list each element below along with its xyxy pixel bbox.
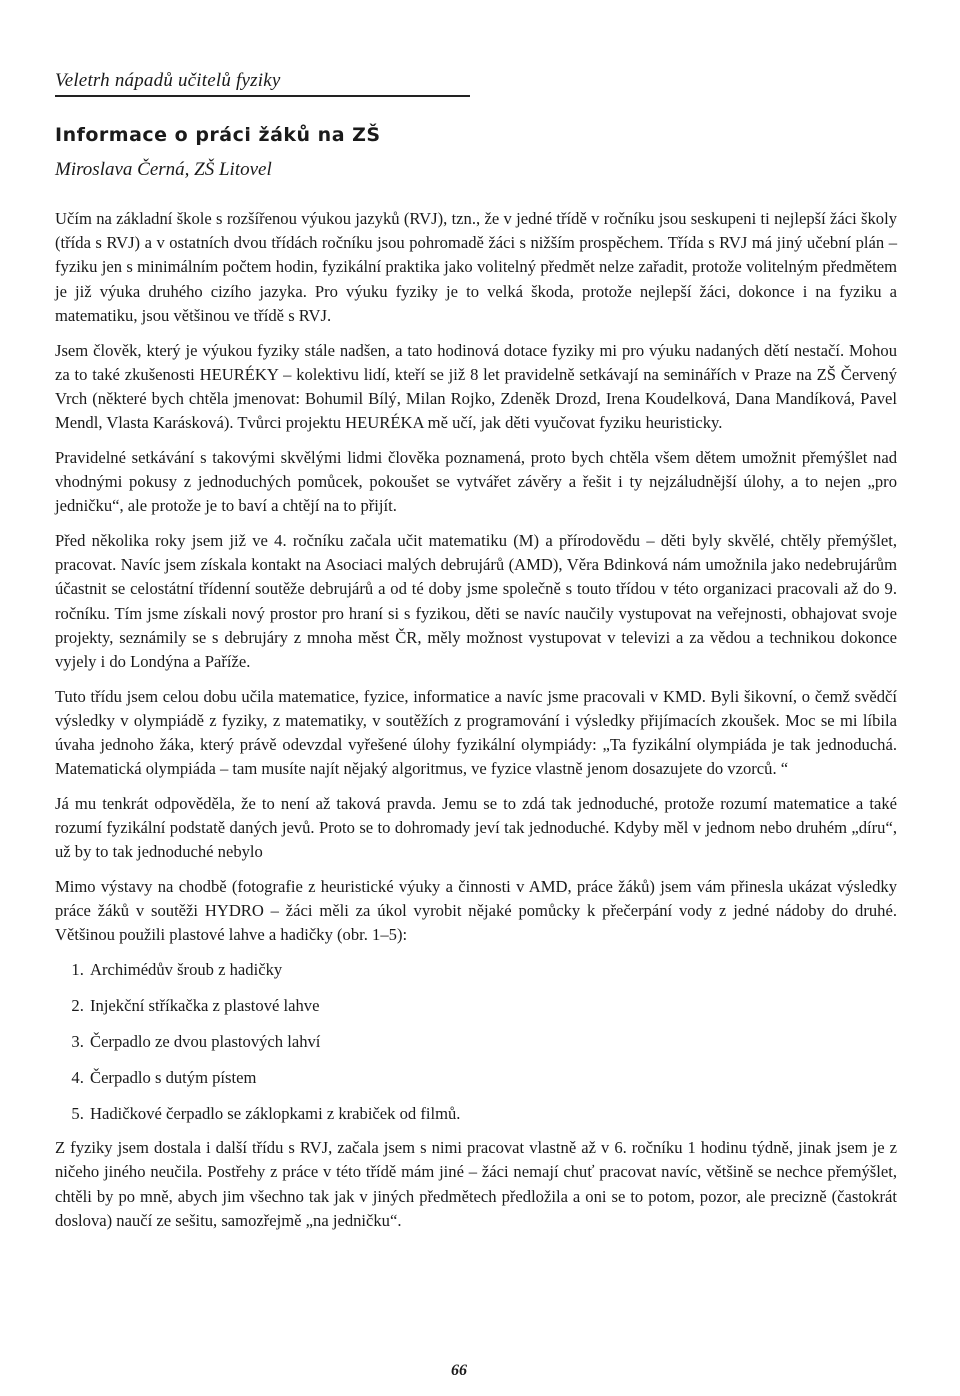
article-body bbox=[55, 207, 897, 1244]
article-title: Informace o práci žáků na ZŠ bbox=[55, 124, 381, 146]
paragraph-5: Tuto třídu jsem celou dobu učila matematice, fyzice, informatice a navíc jsme pracovali v KMD. Byli šikovní, o čemž svědčí výsledky v olympiádě z fyziky, z matematiky, v soutěžích z programování i výsledky přijímacích zkoušek. Moc se mi líbila úvaha jednoho žáka, který právě odevzdal vyřešené úlohy fyzikální olympiády: „Ta fyzikální olympiáda je tak jednoduchá. Matematická olympiáda – tam musíte najít nějaký algoritmus, ve fyzice vlastně jenom dosazujete do vzorců. “ bbox=[55, 686, 897, 779]
article-author: Miroslava Černá, ZŠ Litovel bbox=[55, 159, 272, 180]
paragraph-7: Mimo výstavy na chodbě (fotografie z heuristické výuky a činnosti v AMD, práce žáků) jsem vám přinesla ukázat výsledky práce žáků v soutěži HYDRO – žáci měli za úkol vyrobit nějaké pomůcky k přečerpání vody z jedné nádoby do druhé. Většinou použili plastové lahve a hadičky (obr. 1–5): bbox=[55, 877, 897, 945]
numbered-list bbox=[55, 958, 897, 1126]
list-item: 5. Hadičkové čerpadlo se záklopkami z krabiček od filmů. bbox=[88, 1102, 897, 1126]
closing-paragraph: Z fyziky jsem dostala i další třídu s RVJ, začala jsem s nimi pracovat vlastně až v 6. ročníku 1 hodinu týdně, jinak jsem je z ničeho jiného neučila. Postřehy z práce v této třídě mám jiné – žáci nemají chuť pracovat navíc, většině se nechce přemýšlet, chtěli by po mně, abych jim všechno tak jak v jiných předmětech předložila a oni se to potom, pozor, ale precizně (častokrát doslova) naučí ze sešitu, samozřejmě „na jedničku“. bbox=[55, 1138, 897, 1230]
page-number: 66 bbox=[451, 1362, 467, 1379]
list-item: 2. Injekční stříkačka z plastové lahve bbox=[88, 994, 897, 1018]
paragraph-1: Učím na základní škole s rozšířenou výukou jazyků (RVJ), tzn., že v jedné třídě v ročníku jsou seskupeni ti nejlepší žáci školy (třída s RVJ) a v ostatních dvou třídách ročníku jsou pohromadě žáci s nižším prospěchem. Třída s RVJ má jiný učební plán – fyziku jen s minimálním počtem hodin, fyzikální praktika jako volitelný předmět nelze zařadit, protože volitelným předmětem je již výuka druhého cizího jazyka. Pro výuku fyziky je to velká škoda, protože nejlepší žáci, dokonce i na fyziku a matematiku, jsou většinou ve třídě s RVJ. bbox=[55, 209, 897, 325]
paragraph-3: Pravidelné setkávání s takovými skvělými lidmi člověka poznamená, proto bych chtěla všem dětem umožnit přemýšlet nad vhodnými pokusy z jednoduchých pomůcek, pokoušet se vytvářet závěry a řešit i ty nejzáludnější úlohy, a to nejen „pro jedničku“, ale protože je to baví a chtějí na to přijít. bbox=[55, 447, 897, 516]
list-item: 3. Čerpadlo ze dvou plastových lahví bbox=[88, 1030, 897, 1054]
paragraph-2: Jsem člověk, který je výukou fyziky stále nadšen, a tato hodinová dotace fyziky mi pro výuku nadaných dětí nestačí. Mohou za to také zkušenosti HEURÉKY – kolektivu lidí, kteří se již 8 let pravidelně setkávají na seminářích v Praze na ZŠ Červený Vrch (některé bych chtěla jmenovat: Bohumil Bílý, Milan Rojko, Zdeněk Drozd, Irena Koudelková, Dana Mandíková, Pavel Mendl, Vlasta Karásková). Tvůrci projektu HEURÉKA mě učí, jak děti vyučovat fyziku heuristicky. bbox=[55, 340, 897, 433]
paragraph-6: Já mu tenkrát odpověděla, že to není až taková pravda. Jemu se to zdá tak jednoduché, protože rozumí matematice a také rozumí fyzikální podstatě daných jevů. Proto se to dohromady jeví tak jednoduché. Kdyby měl v jednom nebo druhém „díru“, už by to tak jednoduché nebylo bbox=[55, 793, 897, 862]
running-header: Veletrh nápadů učitelů fyziky bbox=[55, 70, 470, 97]
list-item: 1. Archimédův šroub z hadičky bbox=[88, 958, 897, 982]
list-item: 4. Čerpadlo s dutým pístem bbox=[88, 1066, 897, 1090]
paragraph-4: Před několika roky jsem již ve 4. ročníku začala učit matematiku (M) a přírodovědu – děti byly skvělé, chtěly přemýšlet, pracovat. Navíc jsem získala kontakt na Asociaci malých debrujárů (AMD), Věra Bdinková nám umožnila jako nedebrujárům účastnit se celostátní třídenní soutěže debrujárů a od té doby jsme společně s touto třídou v této organizaci pracovali až do 9. ročníku. Tím jsme získali nový prostor pro hraní si s fyzikou, děti se navíc naučily vystupovat na veřejnosti, obhajovat svoje projekty, seznámily se s debrujáry z mnoha měst ČR, měly možnost vystupovat v televizi a za vědou a technikou dokonce vyjely i do Londýna a Paříže. bbox=[55, 530, 897, 671]
